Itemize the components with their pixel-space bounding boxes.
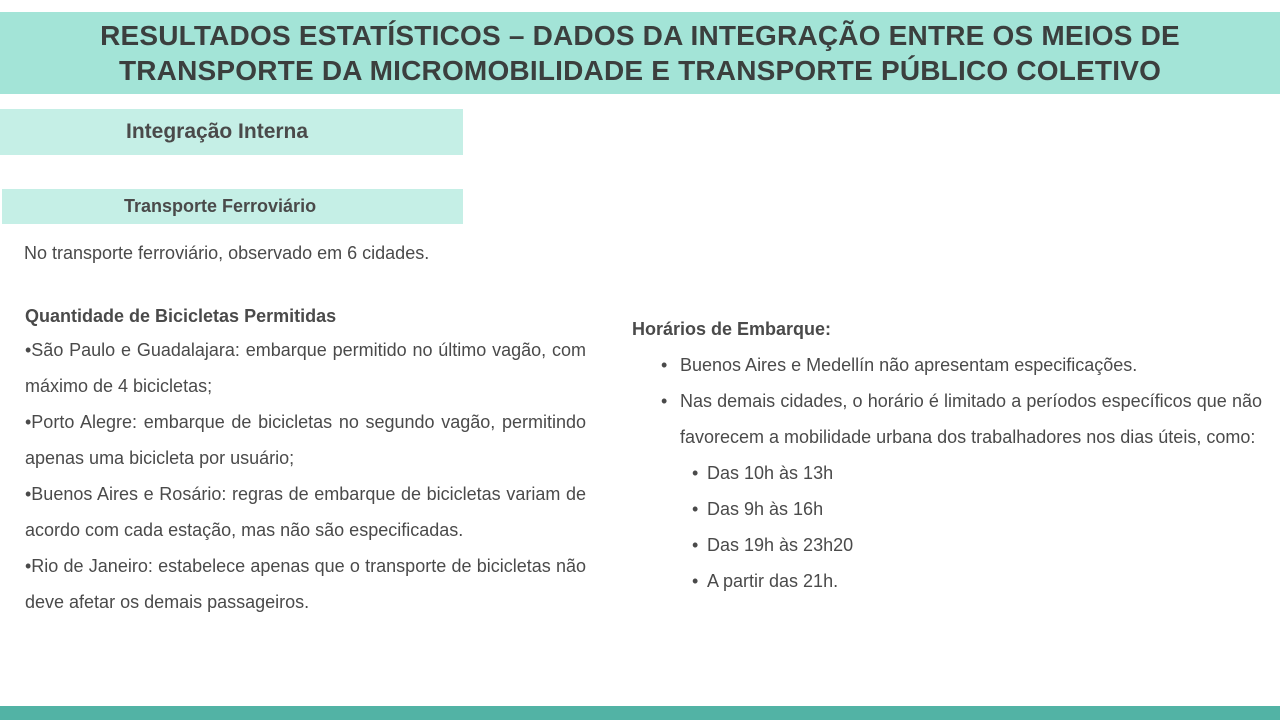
boarding-hours-heading: Horários de Embarque: <box>632 319 832 339</box>
list-item: • Buenos Aires e Medellín não apresentam especificações. <box>632 347 1262 383</box>
time-slot-item: • Das 19h às 23h20 <box>632 527 1262 563</box>
time-slot-item: • A partir das 21h. <box>632 563 1262 599</box>
title-bar <box>0 12 1280 94</box>
list-item: •Rio de Janeiro: estabelece apenas que o transporte de bicicletas não deve afetar os demais passageiros. <box>25 556 586 612</box>
boarding-hours-column <box>632 313 1262 599</box>
time-slot-item: • Das 9h às 16h <box>632 491 1262 527</box>
subsection-title: Transporte Ferroviário <box>124 196 317 216</box>
page-title: RESULTADOS ESTATÍSTICOS – DADOS DA INTEGRAÇÃO ENTRE OS MEIOS DE TRANSPORTE DA MICROMOBILIDADE E TRANSPORTE PÚBLICO COLETIVO <box>100 20 1180 86</box>
section-header <box>0 109 463 155</box>
list-item: •Porto Alegre: embarque de bicicletas no segundo vagão, permitindo apenas uma bicicleta por usuário; <box>25 412 586 468</box>
bicycles-allowed-heading: Quantidade de Bicicletas Permitidas <box>25 306 337 326</box>
list-item: •São Paulo e Guadalajara: embarque permitido no último vagão, com máximo de 4 bicicletas; <box>25 340 586 396</box>
intro-text: No transporte ferroviário, observado em 6 cidades. <box>24 243 430 263</box>
bottom-bar <box>0 706 1280 720</box>
list-item: •Buenos Aires e Rosário: regras de embarque de bicicletas variam de acordo com cada estação, mas não são especificadas. <box>25 484 586 540</box>
boarding-hours-list <box>632 347 1262 455</box>
time-slot-item: • Das 10h às 13h <box>632 455 1262 491</box>
section-title: Integração Interna <box>126 120 309 143</box>
time-slots-list <box>632 455 1262 599</box>
list-item: • Nas demais cidades, o horário é limitado a períodos específicos que não favorecem a mobilidade urbana dos trabalhadores nos dias úteis, como: <box>632 383 1262 455</box>
subsection-header <box>2 189 463 224</box>
bicycles-allowed-column <box>25 300 586 620</box>
